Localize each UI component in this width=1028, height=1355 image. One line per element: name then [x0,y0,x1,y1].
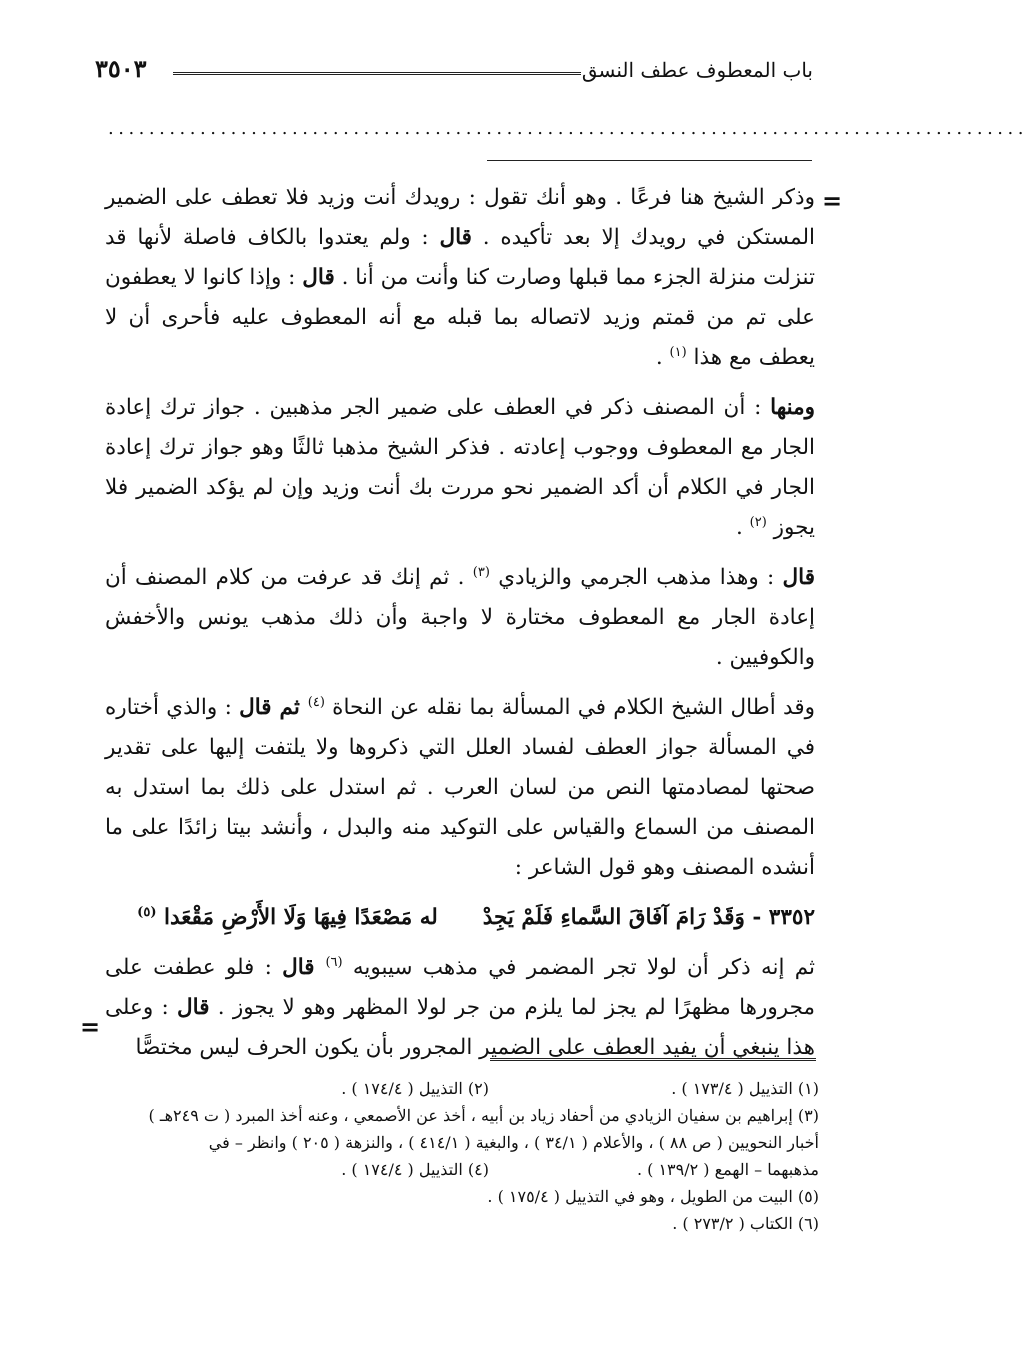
paragraph-2: ومنها : أن المصنف ذكر في العطف على ضمير الجر مذهبين . جواز ترك إعادة الجار مع المعطوف ووجوب إعادته . فذكر الشيخ مذهبا ثالثًا وهو جواز ترك إعادة الجار في الكلام أن أكد الضمير نحو مررت بك أنت وزيد وإن لم يؤكد الضمير فلا يجوز $^{(٢)}$ . [105,395,815,540]
footnote-ref: (٦) [325,954,343,970]
paragraph-5: ثم إنه ذكر أن لولا تجر المضمر في مذهب سيبويه $^{(٦)}$ قال : فلو عطفت على مجرورها مظهرًا لم يجز لما يلزم من جر لولا المظهر وهو لا يجوز . قال : وعلى هذا ينبغي أن يفيد العطف على الضمير المجرور بأن يكون الحرف ليس مختصًّا [105,954,815,1060]
qal-label: قال [302,265,335,290]
poetry-verse [105,898,815,938]
footnote-rule [490,1058,816,1064]
dotted-separator: .......................................................................................... [108,118,1028,139]
verse-second-hemistich: له مَصْعَدًا فِيهَا وَلَا الأَرْضِ مَقْعَدا [163,905,438,930]
footnote-ref: (٢) [749,514,767,530]
page-number: ٣٥٠٣ [95,54,147,83]
footnote-ref: (٥) [137,904,157,920]
qal-label: قال [782,565,815,590]
paragraph-1: وذكر الشيخ هنا فرعًا . وهو أنك تقول : رويدك أنت وزيد فلا تعطف على الضمير المستكن في رويدك إلا بعد تأكيده . قال : ولم يعتدوا بالكاف فاصلة لأنها قد تنزلت منزلة الجزء مما قبلها وصارت كنا وأنت من أنا . قال : وإذا كانوا لا يعطفون على تم من قمتم وزيد لاتصاله بما قبله مع أنه المعطوف عليه فأحرى أن لا يعطف مع هذا $^{(١)}$ . [105,185,815,370]
footnote-1: (١) التذييل ( ١٧٣/٤ ) . [671,1079,819,1098]
lead-word: ومنها [770,395,815,420]
qal-label: قال [439,225,472,250]
footnote-5: (٥) البيت من الطويل ، وهو في التذييل ( ١٧٥/٤ ) . [487,1187,819,1206]
footnote-ref: (١) [669,344,687,360]
footnote-4: (٤) التذييل ( ١٧٤/٤ ) . [341,1160,489,1179]
verse-first-hemistich: وَقَدْ رَامَ آفَاقَ السَّماءِ فَلَمْ يَجِدْ [482,905,745,930]
footnote-ref: (٤) [307,694,325,710]
verse-number: ٣٣٥٢ - [752,905,815,930]
continuation-mark-bottom: = [80,1012,101,1041]
qal-label: قال [282,955,326,980]
main-text [105,178,815,1078]
page-header [95,52,813,96]
footnote-6: (٦) الكتاب ( ٢٧٣/٢ ) . [672,1214,819,1233]
footnote-ref: (٣) [472,564,490,580]
paragraph-4: وقد أطال الشيخ الكلام في المسألة بما نقله عن النحاة $^{(٤)}$ ثم قال : والذي أختاره في المسألة جواز العطف لفساد العلل التي ذكروها ولا يلتفت إليها على تقدير صحتها لمصادمتها النص من لسان العرب . ثم استدل على ذلك بما استدل به المصنف من السماع والقياس على التوكيد منه والبدل ، وأنشد بيتا زائدًا على ما أنشده المصنف وهو قول الشاعر : [105,694,815,880]
continuation-mark-top: = [822,186,843,215]
footnote-3-line-1: (٣) إبراهيم بن سفيان الزيادي من أحفاد زياد بن أبيه ، أخذ عن الأصمعي ، وعنه أخذ المبرد ( ت ٢٤٩هـ ) [148,1106,819,1125]
qal-label: قال [177,995,210,1020]
footnotes [105,1075,819,1237]
qal-label: ثم قال [239,695,308,720]
footnote-3-line-3: مذهبهما – الهمع ( ١٣٩/٢ ) . [636,1160,819,1179]
section-rule [487,160,812,161]
header-rule [173,72,581,77]
chapter-title: باب المعطوف عطف النسق [581,58,813,82]
footnote-3-line-2: أخبار النحويين ( ص ٨٨ ) ، والأعلام ( ٣٤/١ ) ، والبغية ( ٤١٤/١ ) ، والنزهة ( ٢٠٥ ) وانظر – في [208,1133,819,1152]
footnote-2: (٢) التذييل ( ١٧٤/٤ ) . [341,1079,489,1098]
paragraph-3: قال : وهذا مذهب الجرمي والزيادي $^{(٣)}$ . ثم إنك قد عرفت من كلام المصنف أن إعادة الجار مع المعطوف مختارة لا واجبة وأن ذلك مذهب يونس والأخفش والكوفيين . [105,564,815,670]
